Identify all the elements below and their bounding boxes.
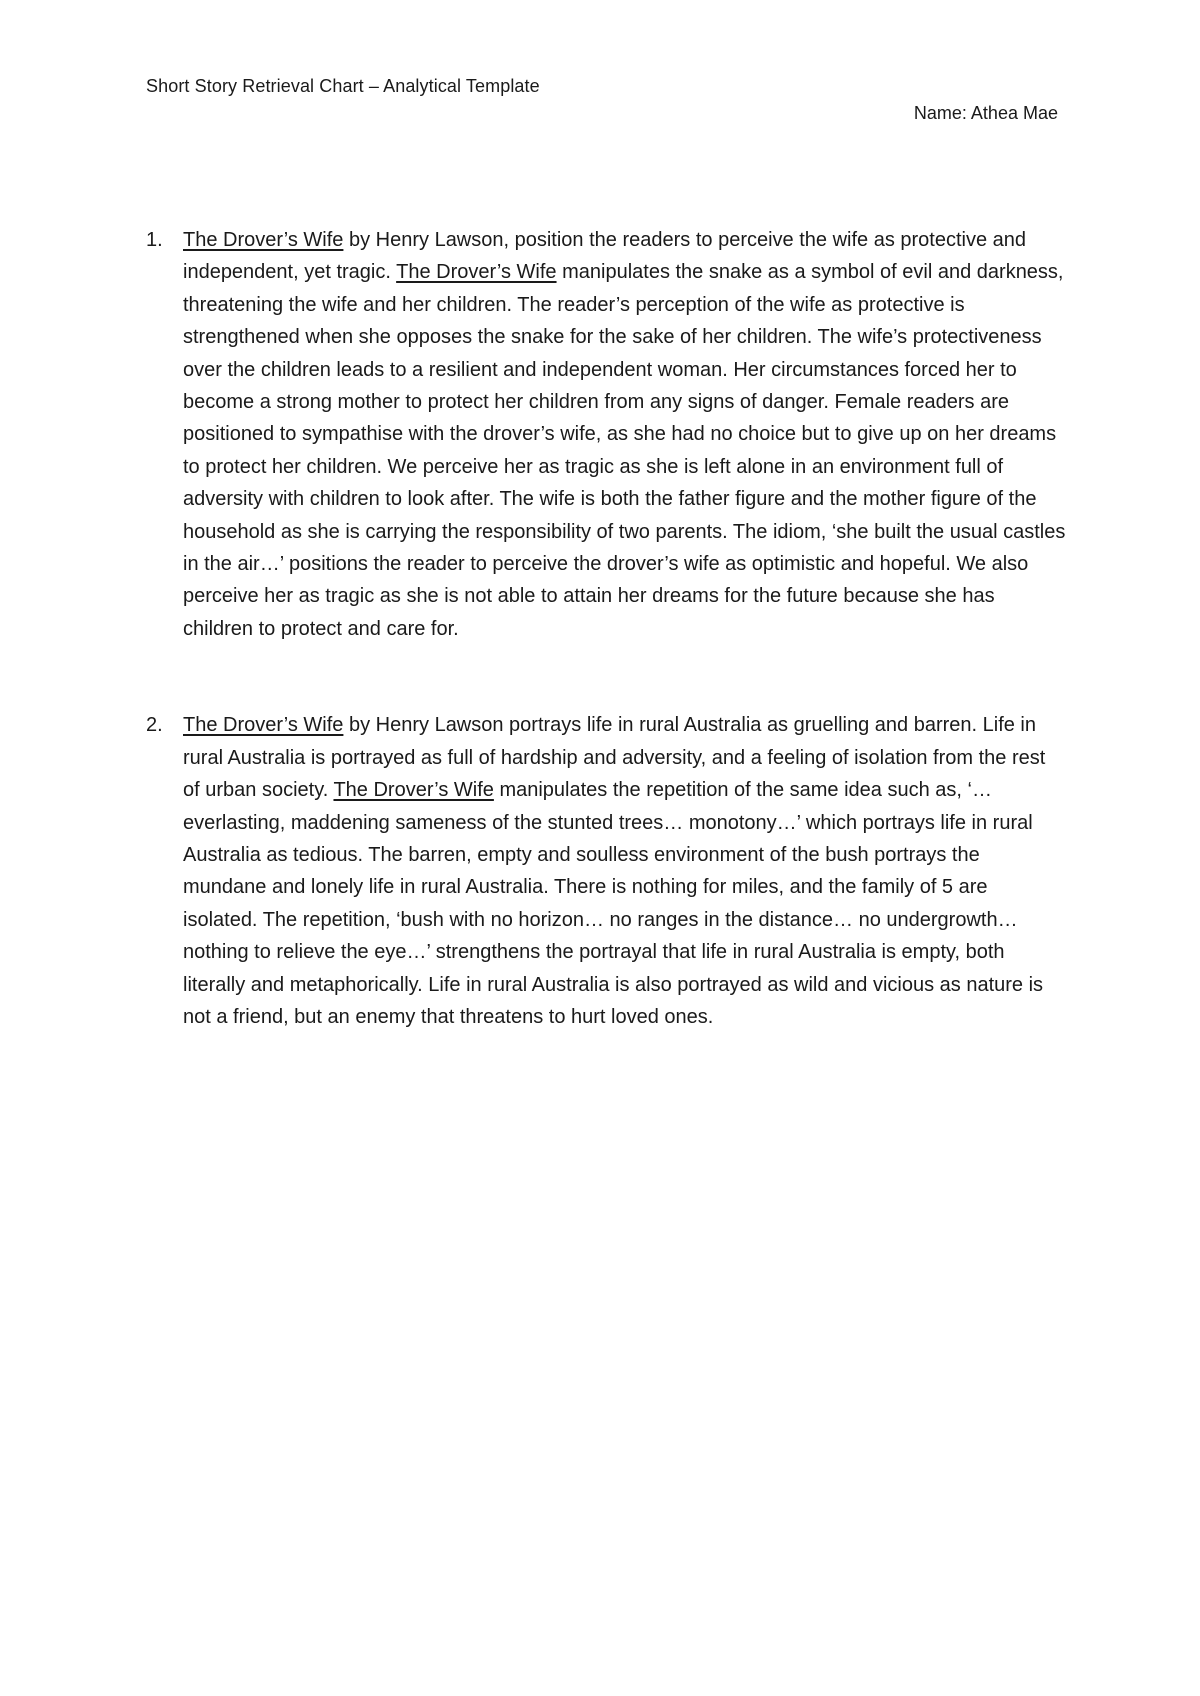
answer-text: manipulates the snake as a symbol of evil and darkness, threatening the wife and her children. The reader’s perception of the wife as protective is strengthened when she opposes the snake for the sake of her children. The wife’s protectiveness over the children leads to a resilient and independent woman. Her circumstances forced her to become a strong mother to protect her children from any signs of danger. Female readers are positioned to sympathise with the drover’s wife, as she had no choice but to give up on her dreams to protect her children. We perceive her as tragic as she is left alone in an environment full of adversity with children to look after. The wife is both the father figure and the mother figure of the household as she is carrying the responsibility of two parents. The idiom, ‘she built the usual castles in the air…’ positions the reader to perceive the drover’s wife as optimistic and hopeful. We also perceive her as tragic as she is not able to attain her dreams for the future because she has children to protect and care for. — [183, 261, 1066, 640]
answer-list — [146, 224, 1066, 1033]
answer-text: manipulates the repetition of the same idea such as, ‘…everlasting, maddening sameness of the stunted trees… monotony…’ which portrays life in rural Australia as tedious. The barren, empty and soulless environment of the bush portrays the mundane and lonely life in rural Australia. There is nothing for miles, and the family of 5 are isolated. The repetition, ‘bush with no horizon… no ranges in the distance… no undergrowth… nothing to relieve the eye…’ strengthens the portrayal that life in rural Australia is empty, both literally and metaphorically. Life in rural Australia is also portrayed as wild and vicious as nature is not a friend, but an enemy that threatens to hurt loved ones. — [183, 779, 1044, 1028]
story-title-ref: The Drover’s Wife — [333, 779, 494, 802]
document-title: Short Story Retrieval Chart – Analytical Template — [146, 76, 540, 96]
answer-item-2 — [146, 709, 1066, 1033]
answer-item-1 — [146, 224, 1066, 645]
story-title-ref: The Drover’s Wife — [396, 261, 557, 284]
answer-number: 1. — [146, 229, 163, 251]
answer-text: by Henry Lawson portrays life in rural Australia as gruelling and barren. Life in rural Australia is portrayed as full of hardship and adversity, and a feeling of isolation from the rest of urban society. — [183, 714, 1046, 802]
story-title-ref: The Drover’s Wife — [183, 229, 344, 251]
answer-text: by Henry Lawson, position the readers to perceive the wife as protective and independent, yet tragic. — [183, 229, 1027, 284]
story-title-ref: The Drover’s Wife — [183, 714, 344, 737]
answer-number: 2. — [146, 714, 163, 737]
student-name: Name: Athea Mae — [913, 103, 1058, 123]
